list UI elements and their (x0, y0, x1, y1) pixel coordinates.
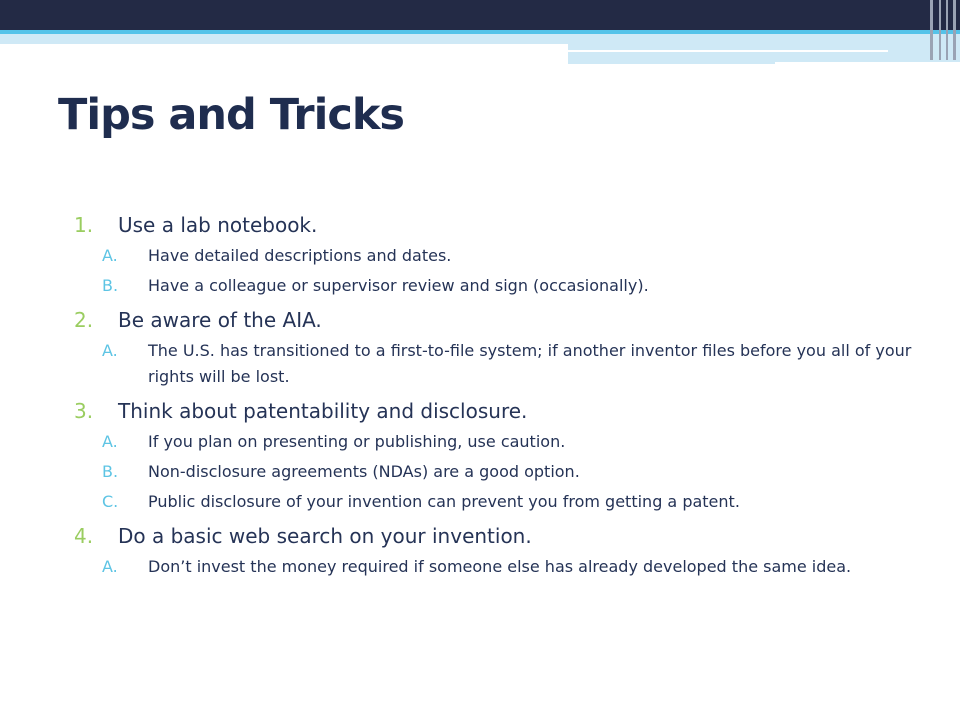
sub-item-letter: C. (102, 492, 119, 511)
sub-item (102, 338, 914, 390)
tips-list (74, 208, 914, 584)
sub-item (102, 243, 914, 269)
item-text: Do a basic web search on your invention. (118, 524, 532, 548)
sub-item (102, 429, 914, 455)
list-item (74, 519, 914, 580)
list-item (74, 208, 914, 299)
sub-item (102, 273, 914, 299)
sub-item-text: Have a colleague or supervisor review and sign (occasionally). (148, 276, 649, 295)
item-number: 4. (74, 524, 94, 548)
sub-item-letter: A. (102, 557, 118, 576)
sub-item (102, 489, 914, 515)
item-number: 2. (74, 308, 94, 332)
item-number: 1. (74, 213, 94, 237)
list-item (74, 303, 914, 390)
sub-item-text: Have detailed descriptions and dates. (148, 246, 452, 265)
item-number: 3. (74, 399, 94, 423)
sub-item (102, 459, 914, 485)
sub-item-letter: B. (102, 276, 119, 295)
sub-item-text: Don’t invest the money required if someone else has already developed the same idea. (148, 557, 852, 576)
item-text: Use a lab notebook. (118, 213, 318, 237)
sub-item-text: Public disclosure of your invention can prevent you from getting a patent. (148, 492, 740, 511)
sub-item-text: Non-disclosure agreements (NDAs) are a good option. (148, 462, 580, 481)
sub-item-text: If you plan on presenting or publishing, use caution. (148, 432, 566, 451)
sub-item (102, 554, 914, 580)
item-text: Think about patentability and disclosure. (118, 399, 528, 423)
sub-item-letter: A. (102, 341, 118, 360)
sub-item-text: The U.S. has transitioned to a first-to-file system; if another inventor files before you all of your rights will be lost. (148, 341, 912, 386)
sub-item-letter: B. (102, 462, 119, 481)
sub-item-letter: A. (102, 246, 118, 265)
sub-item-letter: A. (102, 432, 118, 451)
item-text: Be aware of the AIA. (118, 308, 322, 332)
list-item (74, 394, 914, 515)
slide-title: Tips and Tricks (58, 90, 405, 140)
